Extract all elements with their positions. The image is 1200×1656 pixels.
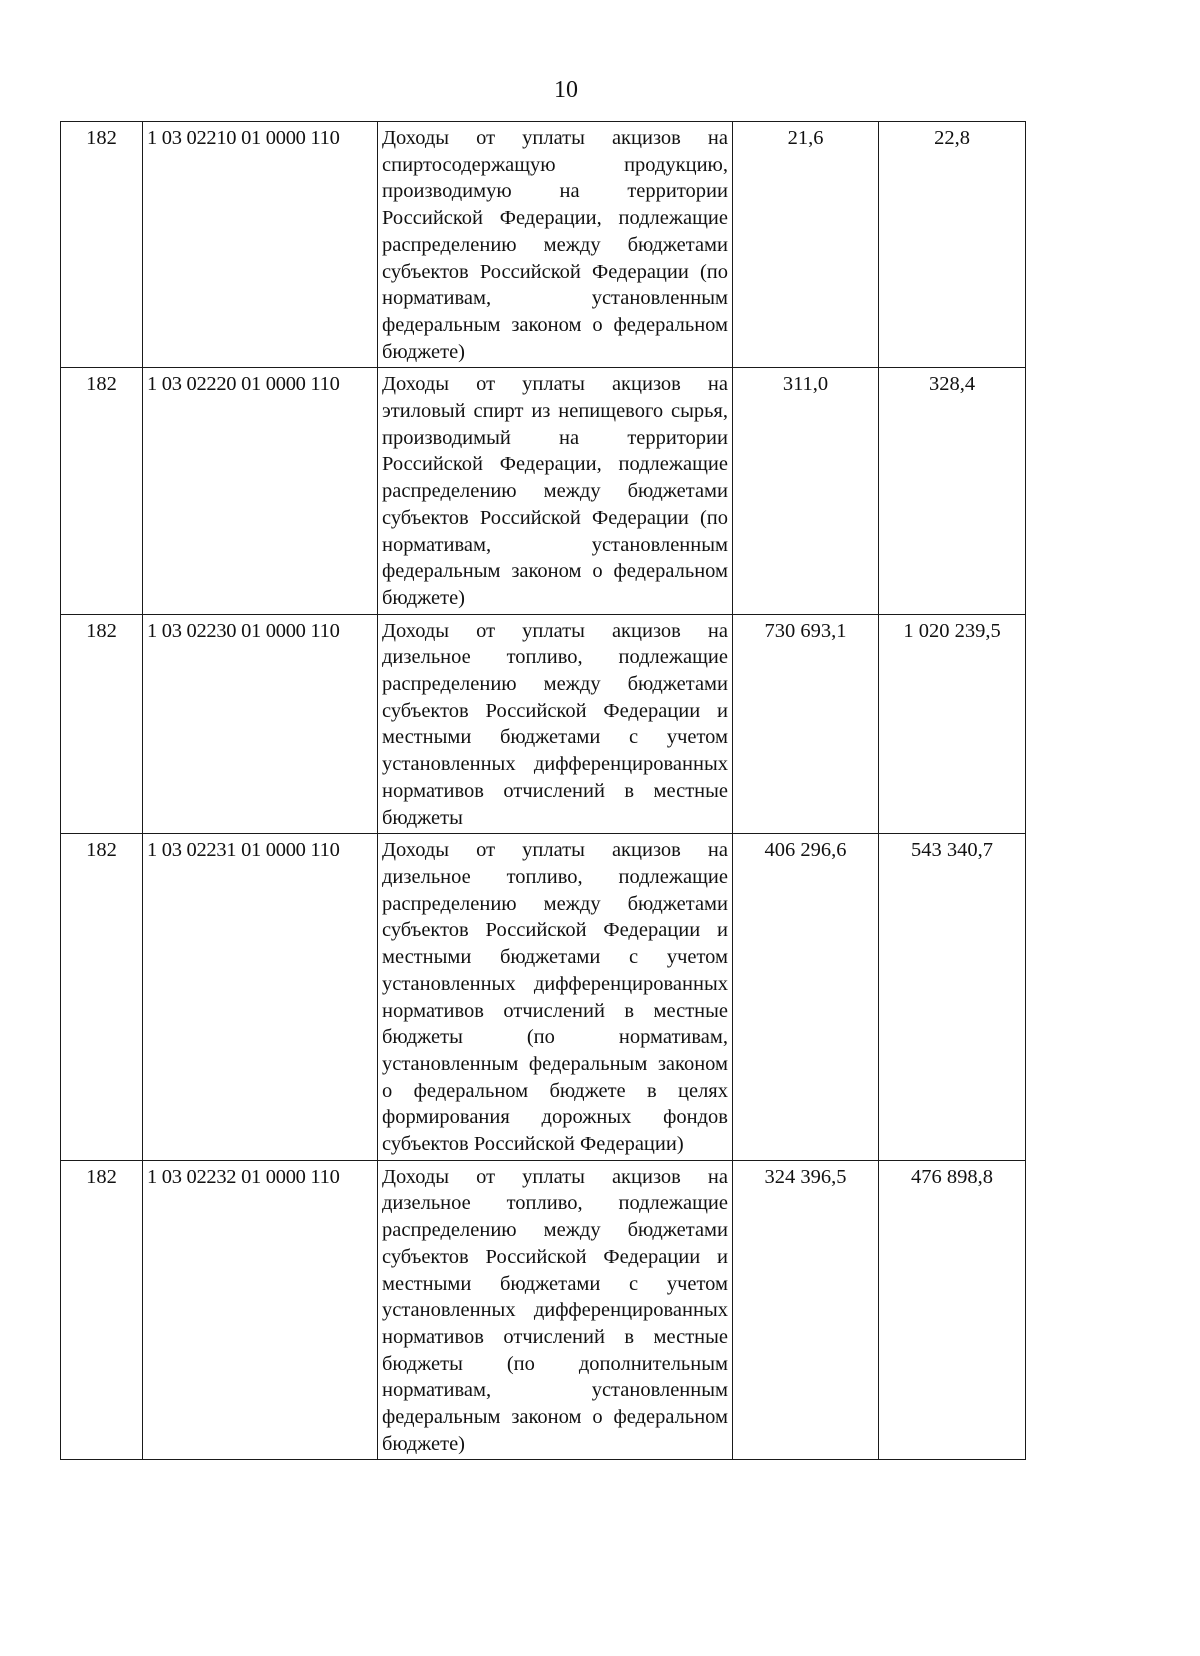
description-cell: Доходы от уплаты акцизов на дизельное топливо, подлежащие распределению между бюджетами субъектов Российской Федерации и местными бюджетами с учетом установленных дифференцированных нормативов отчислений в местные бюджеты (378, 614, 733, 834)
revenue-code-cell: 1 03 02210 01 0000 110 (143, 122, 378, 368)
revenue-code-cell: 1 03 02220 01 0000 110 (143, 368, 378, 614)
table-row (61, 614, 1026, 834)
admin-code-cell: 182 (61, 834, 143, 1160)
amount-year2-cell: 22,8 (879, 122, 1026, 368)
table-row (61, 834, 1026, 1160)
amount-year1-cell: 730 693,1 (733, 614, 879, 834)
admin-code-cell: 182 (61, 122, 143, 368)
amount-year2-cell: 328,4 (879, 368, 1026, 614)
revenue-table (60, 121, 1026, 1460)
revenue-code-cell: 1 03 02230 01 0000 110 (143, 614, 378, 834)
page-number: 10 (554, 77, 578, 103)
amount-year1-cell: 21,6 (733, 122, 879, 368)
revenue-code-cell: 1 03 02231 01 0000 110 (143, 834, 378, 1160)
admin-code-cell: 182 (61, 1160, 143, 1460)
table-row (61, 122, 1026, 368)
amount-year1-cell: 324 396,5 (733, 1160, 879, 1460)
amount-year2-cell: 476 898,8 (879, 1160, 1026, 1460)
description-cell: Доходы от уплаты акцизов на дизельное топливо, подлежащие распределению между бюджетами субъектов Российской Федерации и местными бюджетами с учетом установленных дифференцированных нормативов отчислений в местные бюджеты (по дополнительным нормативам, установленным федеральным законом о федеральном бюджете) (378, 1160, 733, 1460)
description-cell: Доходы от уплаты акцизов на дизельное топливо, подлежащие распределению между бюджетами субъектов Российской Федерации и местными бюджетами с учетом установленных дифференцированных нормативов отчислений в местные бюджеты (по нормативам, установленным федеральным законом о федеральном бюджете в целях формирования дорожных фондов субъектов Российской Федерации) (378, 834, 733, 1160)
revenue-code-cell: 1 03 02232 01 0000 110 (143, 1160, 378, 1460)
amount-year2-cell: 1 020 239,5 (879, 614, 1026, 834)
table-row (61, 368, 1026, 614)
admin-code-cell: 182 (61, 614, 143, 834)
table-row (61, 1160, 1026, 1460)
amount-year1-cell: 406 296,6 (733, 834, 879, 1160)
amount-year1-cell: 311,0 (733, 368, 879, 614)
admin-code-cell: 182 (61, 368, 143, 614)
description-cell: Доходы от уплаты акцизов на этиловый спирт из непищевого сырья, производимый на территории Российской Федерации, подлежащие распределению между бюджетами субъектов Российской Федерации (по нормативам, установленным федеральным законом о федеральном бюджете) (378, 368, 733, 614)
description-cell: Доходы от уплаты акцизов на спиртосодержащую продукцию, производимую на территории Российской Федерации, подлежащие распределению между бюджетами субъектов Российской Федерации (по нормативам, установленным федеральным законом о федеральном бюджете) (378, 122, 733, 368)
amount-year2-cell: 543 340,7 (879, 834, 1026, 1160)
